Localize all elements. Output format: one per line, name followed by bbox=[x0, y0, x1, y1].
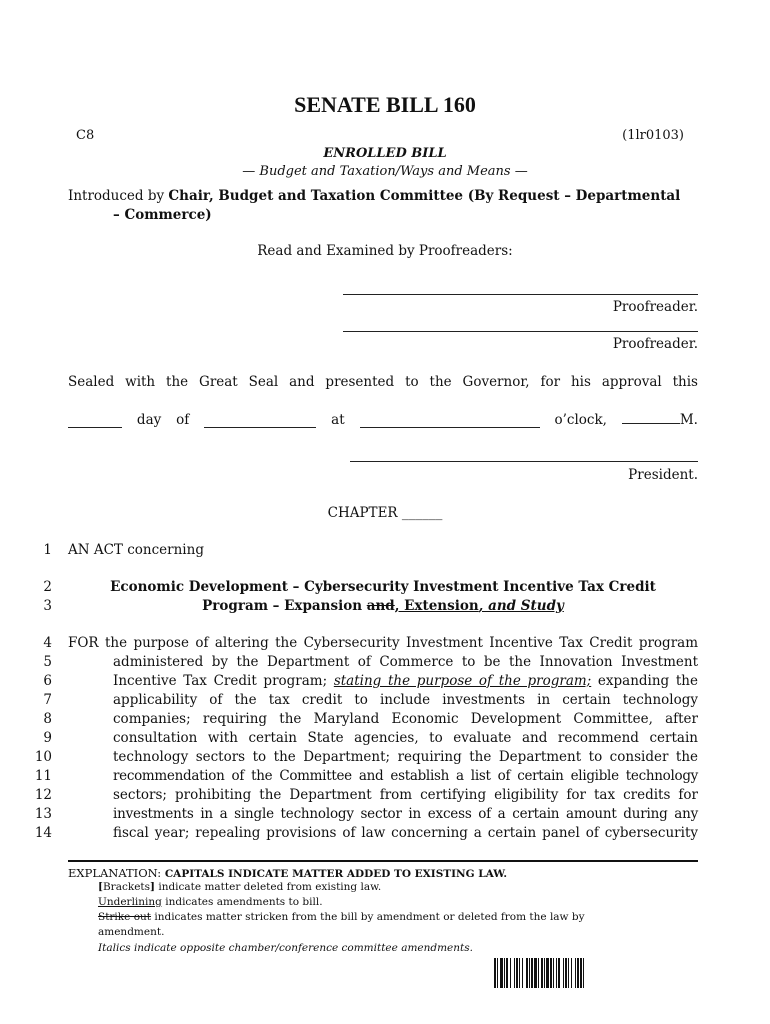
day-word: day bbox=[136, 412, 162, 428]
line-number: 7 bbox=[43, 692, 52, 708]
legend-strike-cont: amendment. bbox=[98, 926, 165, 938]
sponsor-line-2: – Commerce) bbox=[113, 207, 212, 223]
day-blank bbox=[68, 415, 122, 428]
purpose-line: administered by the Department of Commerce to be the Innovation Investment bbox=[113, 654, 698, 670]
legend-underlining bbox=[98, 896, 323, 908]
purpose-line: investments in a single technology sector in excess of a certain amount during any bbox=[113, 806, 698, 822]
proofreader-label-2: Proofreader. bbox=[612, 336, 698, 352]
introduced-prefix: Introduced by bbox=[68, 188, 169, 204]
oclock-word: o’clock, bbox=[554, 412, 607, 428]
introduced-by bbox=[68, 187, 698, 225]
footer-rule bbox=[68, 860, 698, 862]
line-number: 6 bbox=[43, 673, 52, 689]
legend-italics: Italics indicate opposite chamber/conference committee amendments. bbox=[98, 942, 473, 954]
amended-italic-text: , and Study bbox=[478, 598, 564, 614]
seal-date-row bbox=[68, 411, 698, 428]
explanation-caps bbox=[68, 866, 507, 880]
line-number: 3 bbox=[43, 598, 52, 614]
seal-sentence: Sealed with the Great Seal and presented to the Governor, for his approval this bbox=[68, 374, 698, 390]
strike-rest: indicates matter stricken from the bill by amendment or deleted from the law by bbox=[151, 911, 585, 923]
bill-subject-line-1: Economic Development – Cybersecurity Investment Incentive Tax Credit bbox=[110, 579, 656, 595]
purpose-line: consultation with certain State agencies, to evaluate and recommend certain bbox=[113, 730, 698, 746]
line-number: 12 bbox=[34, 787, 52, 803]
proofreader-signature-line-1 bbox=[343, 294, 698, 295]
purpose-line: recommendation of the Committee and establish a list of certain eligible technology bbox=[113, 768, 698, 784]
underlining-word: Underlining bbox=[98, 896, 162, 908]
purpose-line: companies; requiring the Maryland Economic Development Committee, after bbox=[113, 711, 698, 727]
purpose-line: sectors; prohibiting the Department from certifying eligibility for tax credits for bbox=[113, 787, 698, 803]
purpose-part: Incentive Tax Credit program; bbox=[113, 673, 334, 689]
purpose-line: technology sectors to the Department; requiring the Department to consider the bbox=[113, 749, 698, 765]
line-number: 4 bbox=[43, 635, 52, 651]
proofreader-label-1: Proofreader. bbox=[612, 299, 698, 315]
barcode bbox=[494, 958, 678, 988]
line-number: 5 bbox=[43, 654, 52, 670]
purpose-line: fiscal year; repealing provisions of law concerning a certain panel of cybersecurity bbox=[113, 825, 698, 841]
brackets-word: Brackets bbox=[102, 881, 151, 893]
line-number: 11 bbox=[34, 768, 52, 784]
month-blank bbox=[204, 415, 316, 428]
proofreaders-heading: Read and Examined by Proofreaders: bbox=[257, 243, 513, 259]
explanation-label: EXPLANATION: bbox=[68, 866, 165, 880]
purpose-part: expanding the bbox=[591, 673, 698, 689]
bill-status: ENROLLED BILL bbox=[323, 146, 447, 161]
strike-word: Strike out bbox=[98, 911, 152, 923]
bracket-open: [ bbox=[98, 881, 103, 893]
underlining-rest: indicates amendments to bill. bbox=[161, 896, 323, 908]
line-number: 14 bbox=[34, 825, 52, 841]
amended-text: , Extension bbox=[394, 598, 479, 614]
time-blank bbox=[360, 415, 540, 428]
line-number: 10 bbox=[34, 749, 52, 765]
amended-italic-text: stating the purpose of the program; bbox=[333, 673, 592, 689]
brackets-rest: indicate matter deleted from existing law. bbox=[155, 881, 382, 893]
of-word: of bbox=[176, 412, 190, 428]
at-word: at bbox=[331, 412, 345, 428]
subject-part: Program – Expansion bbox=[202, 598, 367, 614]
sponsor-line-1: Chair, Budget and Taxation Committee (By Request – Departmental bbox=[168, 188, 681, 204]
act-concerning: AN ACT concerning bbox=[68, 542, 204, 558]
president-label: President. bbox=[628, 467, 698, 483]
subject-code: C8 bbox=[76, 128, 95, 143]
legend-brackets bbox=[98, 881, 381, 893]
bill-subject-line-2 bbox=[68, 598, 698, 614]
committee-line: — Budget and Taxation/Ways and Means — bbox=[242, 164, 528, 179]
stricken-text: and bbox=[366, 598, 395, 614]
drafting-code: (1lr0103) bbox=[622, 128, 684, 143]
line-number: 13 bbox=[34, 806, 52, 822]
bill-title: SENATE BILL 160 bbox=[294, 92, 476, 117]
line-number: 1 bbox=[43, 542, 52, 558]
line-number: 2 bbox=[43, 579, 52, 595]
chapter-line: CHAPTER ______ bbox=[327, 505, 443, 521]
line-number: 9 bbox=[43, 730, 52, 746]
purpose-line: applicability of the tax credit to include investments in certain technology bbox=[113, 692, 698, 708]
meridiem bbox=[622, 411, 698, 428]
legend-strike bbox=[98, 911, 585, 923]
president-signature-line bbox=[350, 461, 698, 462]
purpose-line bbox=[113, 673, 698, 689]
explanation-caps-text: CAPITALS INDICATE MATTER ADDED TO EXISTING LAW. bbox=[164, 868, 508, 880]
meridiem-suffix: M. bbox=[679, 412, 698, 428]
meridiem-blank bbox=[622, 411, 680, 424]
line-number: 8 bbox=[43, 711, 52, 727]
proofreader-signature-line-2 bbox=[343, 331, 698, 332]
purpose-line: FOR the purpose of altering the Cybersecurity Investment Incentive Tax Credit program bbox=[68, 635, 698, 651]
bracket-close: ] bbox=[150, 881, 155, 893]
barcode-stripe bbox=[584, 958, 586, 988]
